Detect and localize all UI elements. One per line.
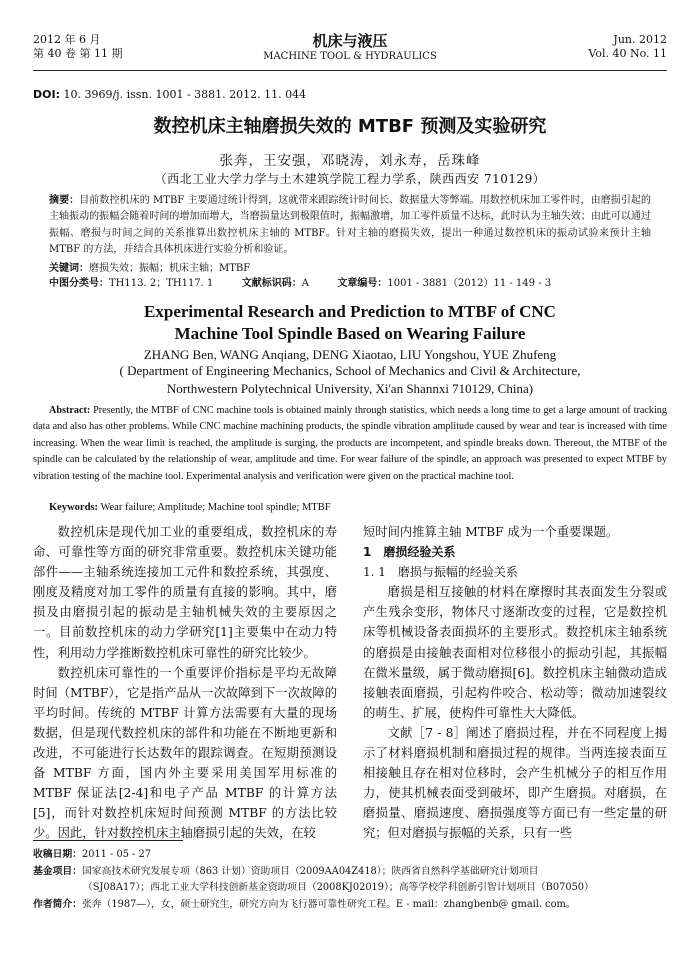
footnote-rule [33, 840, 183, 841]
journal-title-cn: 机床与液压 [312, 32, 388, 50]
header-rule [33, 70, 667, 71]
affiliation-cn: （西北工业大学力学与土木建筑学院工程力学系，陕西西安 710129） [154, 172, 546, 186]
abstract-cn [49, 193, 651, 258]
doi-line [33, 88, 306, 101]
authors-cn: 张奔，王安强，邓晓涛，刘永寿，岳珠峰 [219, 153, 481, 169]
affiliation-en-line2: Northwestern Polytechnical University, Xi'an Shannxi 710129, China) [166, 381, 534, 396]
paper-title-cn: 数控机床主轴磨损失效的 MTBF 预测及实验研究 [153, 116, 547, 137]
journal-title-en: MACHINE TOOL & HYDRAULICS [263, 51, 437, 62]
paper-title-en-line1: Experimental Research and Prediction to MTBF of CNC [144, 302, 556, 321]
paper-title-en [0, 301, 700, 345]
body-paragraph: 磨损是相互接触的材料在摩擦时其表面发生分裂或产生残余变形，物体尺寸逐渐改变的过程，它是数控机床等机械设备表面损坏的主要形式。数控机床主轴系统的磨损是由接触表面相对位移很小的振动引起，其振幅在微米量级，属于微动磨损[6]。数控机床主轴微动造成接触表面磨损，引起构件咬合、松动等；微动加速裂纹的萌生、扩展，使构件可靠性大大降低。 [363, 585, 667, 720]
abstract-text-en: Presently, the MTBF of CNC machine tools is obtained mainly through statistics, which needs a long time to get a large amount of tracking data and also has other problems. While CNC machine machining products, the spindle vibration amplitude caused by wear and tear is increased with time increasing. When the wear limit is reached, the amplitude is surging, the products are incompetent, and spindle breaks down. Thereout, the MTBF of the spindle can be calculated by the relationship of wear, amplitude and time. For wear failure of the spindle, an approach was presented to expect MTBF by vibration testing of the machine tool. Experimental analysis and verification were given on the practical machine tool. [33, 405, 667, 482]
abstract-label-en: Abstract: [49, 405, 91, 416]
body-paragraph: 数控机床是现代加工业的重要组成，数控机床的寿命、可靠性等方面的研究非常重要。数控机床关键功能部件——主轴系统连接加工元件和数控系统，其强度、刚度及精度对加工零件的质量有直接的影响。其中，磨损及由磨损引起的振动是主轴机械失效的主要原因之一。目前数控机床的动力学研究[1]主要集中在动力特性，利用动力学推断数控机床可靠性的研究比较少。 [33, 525, 337, 660]
doi-label: DOI: [33, 88, 60, 101]
classification-line [49, 277, 651, 291]
author-bio [33, 897, 667, 914]
abstract-label-cn: 摘要： [49, 195, 80, 206]
received-label: 收稿日期： [33, 849, 82, 860]
funding-label: 基金项目： [33, 865, 82, 877]
affiliation-en-line1: ( Department of Engineering Mechanics, School of Mechanics and Civil & Architecture, [119, 363, 581, 378]
header-center [33, 33, 667, 64]
paper-title-en-line2: Machine Tool Spindle Based on Wearing Failure [174, 324, 526, 343]
article-no-value: 1001 - 3881（2012）11 - 149 - 3 [387, 278, 552, 289]
header-volume-cn: 第 40 卷 第 11 期 [33, 47, 123, 60]
subsection-heading: 1. 1 磨损与振幅的经验关系 [363, 565, 518, 580]
received-value: 2011 - 05 - 27 [81, 849, 151, 860]
clc-label: 中图分类号： [49, 278, 109, 289]
keywords-label-en: Keywords: [49, 502, 98, 513]
abstract-text-cn: 目前数控机床的 MTBF 主要通过统计得到，这就带来跟踪统计时间长、数据量大等弊端。用数控机床加工零件时，由磨损引起的主轴振动的振幅会随着时间的增加而增大，当磨损量达到极限值时，振幅激增，加工零件质量不达标，此时认为主轴失效；由此可以通过振幅、磨损与时间之间的关系推算出数控机床主轴的 MTBF。针对主轴的磨损失效，提出一种通过数控机床的振动试验来预计主轴 MTBF 的方法，并结合具体机床进行实验分析和验证。 [49, 195, 651, 255]
author-bio-text: 张奔（1987—），女，硕士研究生，研究方向为飞行器可靠性研究工程。E - mail：zhangbenb@ gmail. com。 [81, 898, 576, 910]
section-heading: 1 磨损经验关系 [363, 545, 456, 560]
header-date-cn: 2012 年 6 月 [33, 33, 101, 46]
doi-value[interactable]: 10. 3969/j. issn. 1001 - 3881. 2012. 11. 044 [63, 88, 307, 101]
funding-line2: （SJ08A17）；西北工业大学科技创新基金资助项目（2008KJ02019）；高等学校学科创新引智计划项目（B07050） [83, 882, 594, 893]
body-paragraph: 数控机床可靠性的一个重要评价指标是平均无故障时间（MTBF），它是指产品从一次故障到下一次故障的平均时间。传统的 MTBF 计算方法需要有大量的现场数据，但是现代数控机床的部件和功能在不断地更新和改进，不可能进行长达数年的跟踪调查。在短期预测设备 MTBF 方面，国内外主要采用美国军用标准的 MTBF 保证法[2-4]和电子产品 MTBF 的计算方法[5]，而针对数控机床短时间预测 MTBF 的方法比较少。因此，针对数控机床主轴磨损引起的失效，在较 [33, 665, 337, 841]
header-right [588, 33, 667, 61]
keywords-text-en: Wear failure; Amplitude; Machine tool spindle; MTBF [100, 502, 331, 513]
keywords-text-cn: 磨损失效；振幅；机床主轴；MTBF [89, 263, 251, 274]
doc-code-label: 文献标识码： [241, 278, 302, 289]
running-header [33, 33, 667, 67]
body-column-right [363, 522, 667, 844]
authors-en: ZHANG Ben, WANG Anqiang, DENG Xiaotao, LIU Yongshou, YUE Zhufeng [143, 347, 557, 362]
body-paragraph: 短时间内推算主轴 MTBF 成为一个重要课题。 [363, 525, 619, 539]
footnote [33, 847, 667, 913]
doc-code-value: A [301, 278, 310, 289]
author-bio-label: 作者简介： [33, 898, 82, 910]
clc-value: TH113. 2；TH117. 1 [109, 278, 214, 289]
header-volume-en: Vol. 40 No. 11 [588, 47, 667, 60]
funding-line1: 国家高技术研究发展专项（863 计划）资助项目（2009AA04Z418）；陕西省自然科学基础研究计划项目 [81, 865, 539, 877]
body-column-left [33, 522, 337, 844]
funding [33, 864, 667, 897]
received-date [33, 847, 667, 864]
abstract-en [33, 403, 667, 485]
keywords-en [49, 502, 667, 513]
keywords-cn [49, 262, 651, 276]
header-date-en: Jun. 2012 [613, 33, 667, 46]
body-paragraph: 文献［7 - 8］阐述了磨损过程，并在不同程度上揭示了材料磨损机制和磨损过程的规律。当两连接表面互相接触且存在相对位移时，会产生机械分子的相互作用力，使其机械表面受到破坏，即产生磨损。对磨损，在磨损量、磨损速度、磨损强度等方面已有一些定量的研究；但对磨损与振幅的关系，只有一些 [363, 725, 667, 841]
article-no-label: 文章编号： [337, 278, 388, 289]
keywords-label-cn: 关键词： [49, 263, 89, 274]
